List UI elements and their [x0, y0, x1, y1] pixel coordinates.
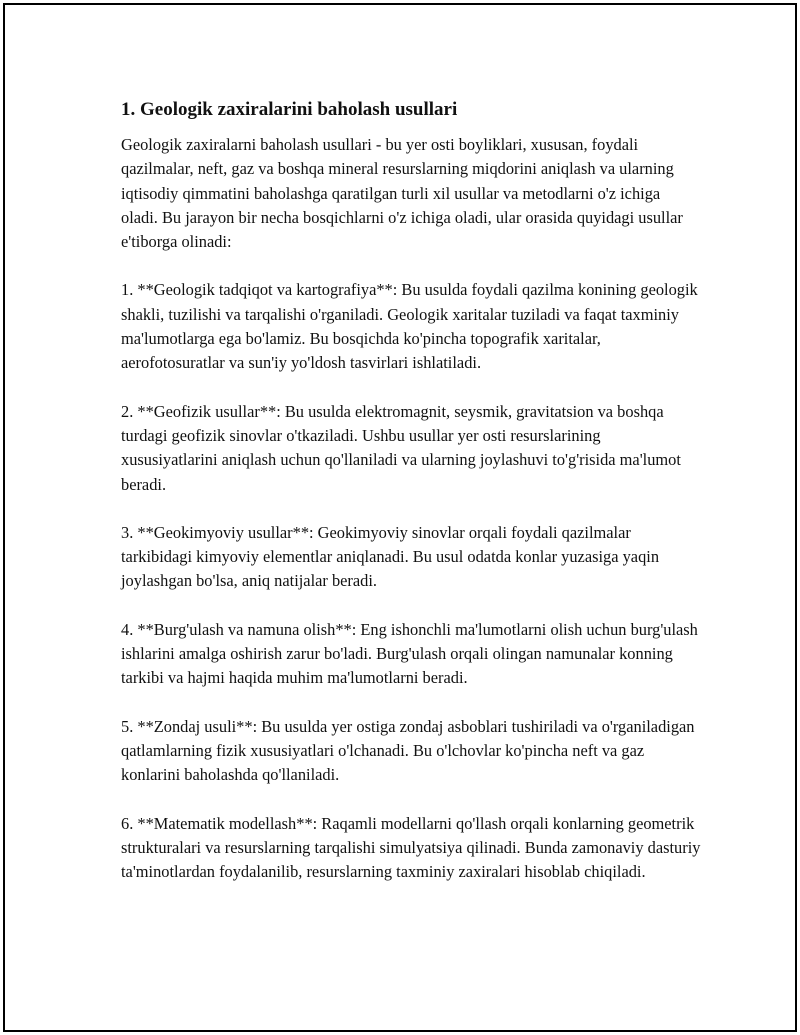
paragraph-drilling-sampling: 4. **Burg'ulash va namuna olish**: Eng ishonchli ma'lumotlarni olish uchun burg'ulash ishlarini amalga oshirish zarur bo'ladi. Burg'ulash orqali olingan namunalar konning tarkibi va hajmi haqida muhim ma'lumotlarni beradi. — [121, 619, 698, 688]
intro-paragraph: Geologik zaxiralarni baholash usullari - bu yer osti boyliklari, xususan, foydali qazilmalar, neft, gaz va boshqa mineral resurslarning miqdorini aniqlash va ularning iqtisodiy qimmatini baholashga qaratilgan turli xil usullar va metodlarni o'z ichiga oladi. Bu jarayon bir necha bosqichlarni o'z ichiga oladi, ular orasida quyidagi usullar e'tiborga olinadi: — [121, 135, 683, 252]
document-title: 1. Geologik zaxiralarini baholash usullari — [121, 99, 458, 120]
paragraph-probing-method: 5. **Zondaj usuli**: Bu usulda yer ostiga zondaj asboblari tushiriladi va o'rganiladigan qatlamlarning fizik xususiyatlari o'lchanadi. Bu o'lchovlar ko'pincha neft va gaz konlarini baholashda qo'llaniladi. — [121, 716, 695, 785]
paragraph-geological-survey: 1. **Geologik tadqiqot va kartografiya**: Bu usulda foydali qazilma konining geologik shakli, tuzilishi va tarqalishi o'rganiladi. Geologik xaritalar tuziladi va faqat taxminiy ma'lumotlarga ega bo'lamiz. Bu bosqichda ko'pincha topografik xaritalar, aerofotosuratlar va sun'iy yo'ldosh tasvirlari ishlatiladi. — [121, 280, 698, 373]
paragraph-geochemical-methods: 3. **Geokimyoviy usullar**: Geokimyoviy sinovlar orqali foydali qazilmalar tarkibidagi kimyoviy elementlar aniqlanadi. Bu usul odatda konlar yuzasiga yaqin joylashgan bo'lsa, aniq natijalar beradi. — [121, 522, 660, 591]
paragraph-geophysical-methods: 2. **Geofizik usullar**: Bu usulda elektromagnit, seysmik, gravitatsion va boshqa turdagi geofizik sinovlar o'tkaziladi. Ushbu usullar yer osti resurslarining xususiyatlarini aniqlash uchun qo'llaniladi va ularning joylashuvi to'g'risida ma'lumot beradi. — [121, 401, 681, 494]
document-body — [121, 97, 701, 908]
paragraph-mathematical-modeling: 6. **Matematik modellash**: Raqamli modellarni qo'llash orqali konlarning geometrik strukturalari va resurslarning tarqalishi simulyatsiya qilinadi. Bunda zamonaviy dasturiy ta'minotlardan foydalanilib, resurslarning taxminiy zaxiralari hisoblab chiqiladi. — [121, 813, 701, 882]
document-page — [3, 3, 797, 1032]
